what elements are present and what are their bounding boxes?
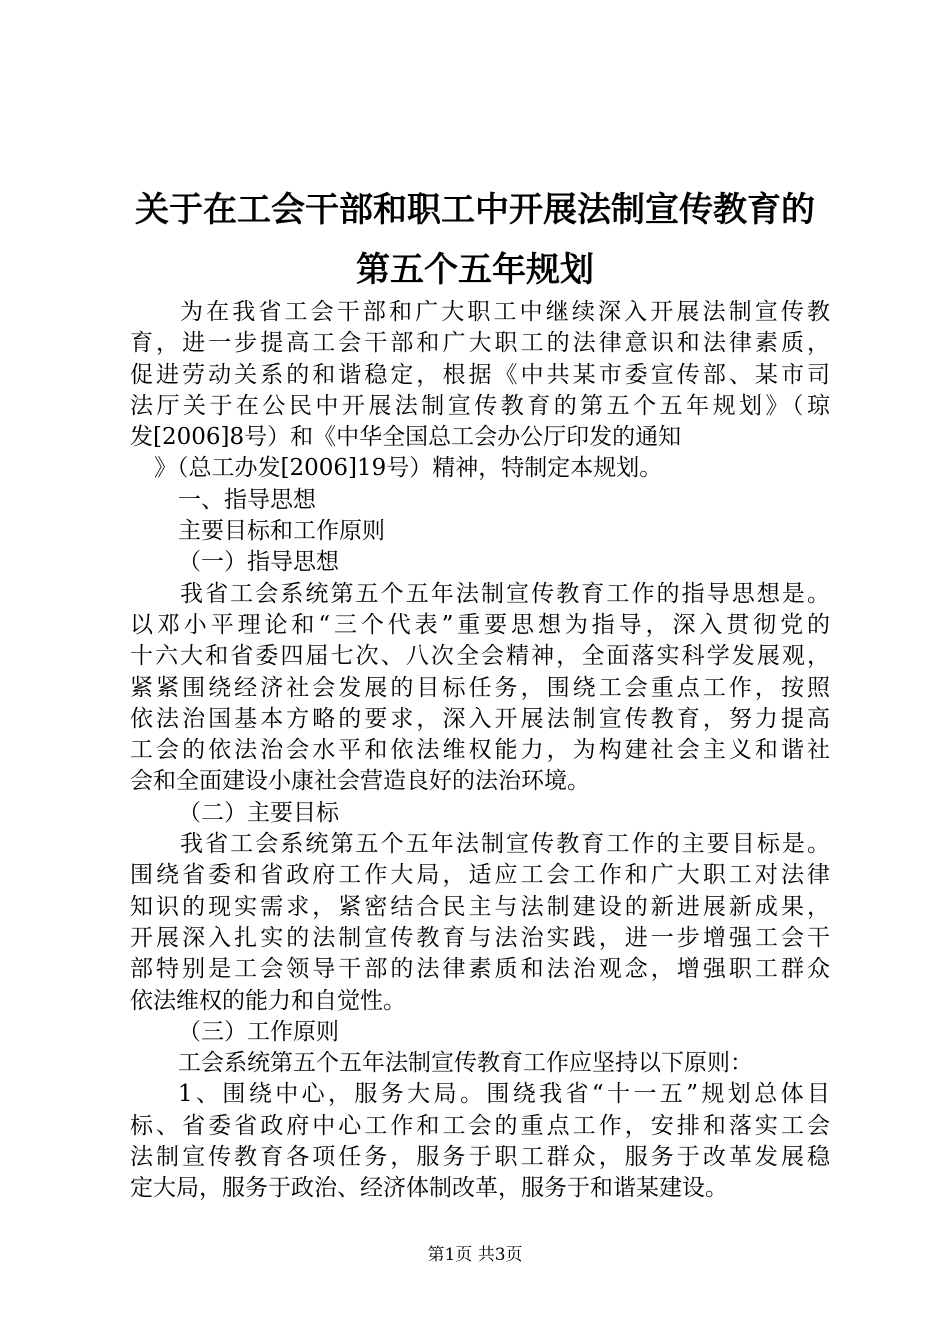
paragraph-line: 为在我省工会干部和广大职工中继续深入开展法制宣传教 xyxy=(180,299,830,325)
paragraph-line: 1、围绕中心，服务大局。围绕我省“十一五”规划总体目 xyxy=(178,1081,830,1108)
paragraph-line: 促进劳动关系的和谐稳定，根据《中共某市委宣传部、某市司 xyxy=(130,361,830,388)
paragraph-line: 紧紧围绕经济社会发展的目标任务，围绕工会重点工作，按照 xyxy=(130,674,830,701)
section-heading: 一、指导思想 xyxy=(178,486,316,513)
paragraph-line: 工会系统第五个五年法制宣传教育工作应坚持以下原则： xyxy=(178,1050,753,1077)
paragraph-line: 依法治国基本方略的要求，深入开展法制宣传教育，努力提高 xyxy=(130,705,830,732)
subsection-heading: （一）指导思想 xyxy=(178,549,339,576)
paragraph-line: 知识的现实需求，紧密结合民主与法制建设的新进展新成果， xyxy=(130,893,830,920)
paragraph-line: 会和全面建设小康社会营造良好的法治环境。 xyxy=(130,768,590,795)
paragraph-line: 》（总工办发[2006]19号）精神，特制定本规划。 xyxy=(154,455,663,482)
paragraph-line: 定大局，服务于政治、经济体制改革，服务于和谐某建设。 xyxy=(130,1175,728,1202)
paragraph-line: 开展深入扎实的法制宣传教育与法治实践，进一步增强工会干 xyxy=(130,924,830,951)
paragraph-line: 我省工会系统第五个五年法制宣传教育工作的主要目标是。 xyxy=(180,831,830,858)
section-heading: 主要目标和工作原则 xyxy=(178,518,385,545)
paragraph-line: 工会的依法治会水平和依法维权能力，为构建社会主义和谐社 xyxy=(130,737,830,764)
subsection-heading: （二）主要目标 xyxy=(178,799,339,826)
paragraph-line: 育，进一步提高工会干部和广大职工的法律意识和法律素质， xyxy=(130,330,830,357)
document-title-line-2: 第五个五年规划 xyxy=(356,250,594,290)
paragraph-line: 十六大和省委四届七次、八次全会精神，全面落实科学发展观， xyxy=(130,643,830,670)
document-body xyxy=(130,297,830,1205)
document-title-line-1: 关于在工会干部和职工中开展法制宣传教育的 xyxy=(135,190,815,230)
paragraph-line: 围绕省委和省政府工作大局，适应工会工作和广大职工对法律 xyxy=(130,862,830,889)
page-number-footer: 第1页 共3页 xyxy=(427,1245,523,1265)
paragraph-line: 发[2006]8号）和《中华全国总工会办公厅印发的通知 xyxy=(130,424,682,451)
paragraph-line: 以邓小平理论和“三个代表”重要思想为指导，深入贯彻党的 xyxy=(130,611,830,638)
paragraph-line: 法制宣传教育各项任务，服务于职工群众，服务于改革发展稳 xyxy=(130,1144,830,1171)
paragraph-line: 依法维权的能力和自觉性。 xyxy=(130,987,406,1014)
subsection-heading: （三）工作原则 xyxy=(178,1018,339,1045)
paragraph-line: 标、省委省政府中心工作和工会的重点工作，安排和落实工会 xyxy=(130,1112,830,1139)
paragraph-line: 部特别是工会领导干部的法律素质和法治观念，增强职工群众 xyxy=(130,956,830,983)
paragraph-line: 法厅关于在公民中开展法制宣传教育的第五个五年规划》（琼 xyxy=(130,392,830,419)
paragraph-line: 我省工会系统第五个五年法制宣传教育工作的指导思想是。 xyxy=(180,580,830,607)
